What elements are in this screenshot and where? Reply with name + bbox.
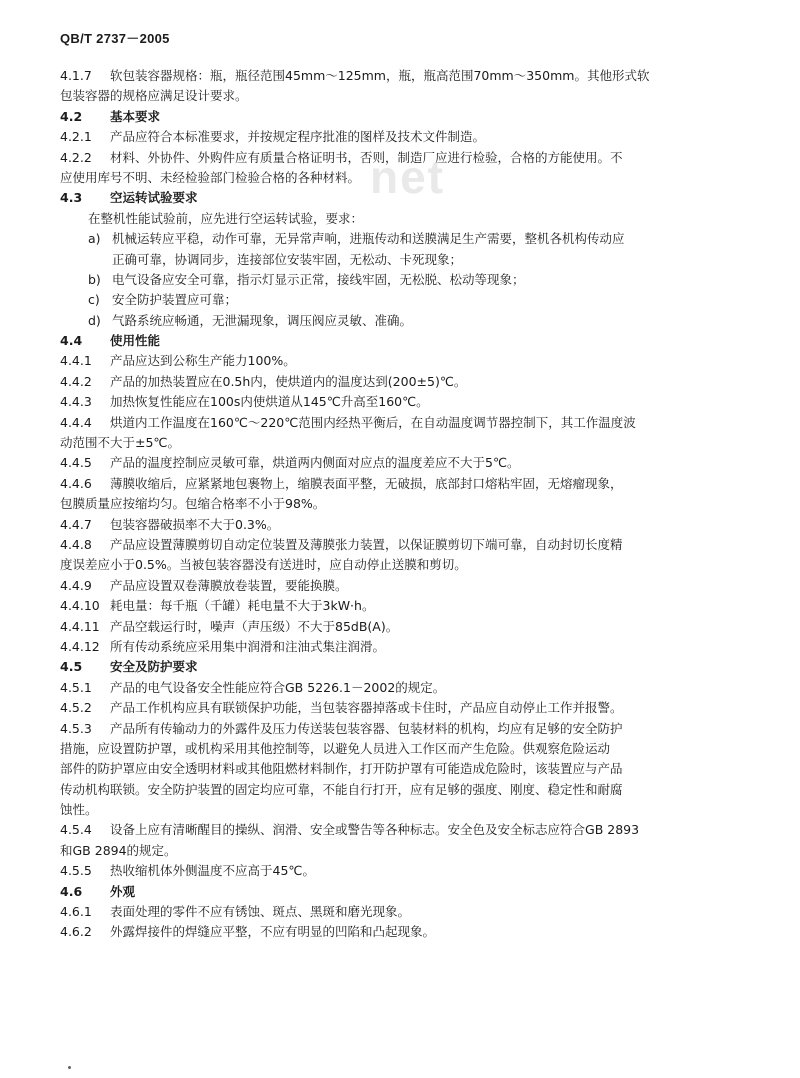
clause-line: 4.4.12 所有传动系统应采用集中润滑和注油式集注润滑。 [60,638,386,654]
section-heading: 4.4 使用性能 [60,333,161,349]
page-mark [68,1066,71,1069]
clause-line: 4.2.2 材料、外协件、外购件应有质量合格证明书，否则，制造厂应进行检验，合格的方能使用。不 [60,149,623,165]
clause-line: 4.5.5 热收缩机体外侧温度不应高于45℃。 [60,863,315,879]
list-item: d) 气路系统应畅通，无泄漏现象，调压阀应灵敏、准确。 [88,312,413,328]
section-heading: 4.5 安全及防护要求 [60,659,198,675]
clause-line: 4.2.1 产品应符合本标准要求，并按规定程序批准的图样及技术文件制造。 [60,129,486,145]
clause-line: 4.4.4 烘道内工作温度在160℃～220℃范围内经热平衡后，在自动温度调节器控制下，其工作温度波 [60,414,636,430]
list-item: c) 安全防护装置应可靠； [88,292,238,308]
clause-continuation: 度误差应小于0.5%。当被包装容器没有送进时，应自动停止送膜和剪切。 [60,557,467,573]
clause-line: 4.5.4 设备上应有清晰醒目的操纵、润滑、安全或警告等各种标志。安全色及安全标志应符合GB 2893 [60,822,640,838]
clause-line: 4.4.3 加热恢复性能应在100s内使烘道从145℃升高至160℃。 [60,394,429,410]
clause-line: 4.6.2 外露焊接件的焊缝应平整，不应有明显的凹陷和凸起现象。 [60,924,436,940]
section-heading: 4.2 基本要求 [60,108,161,124]
clause-line: 4.6.1 表面处理的零件不应有锈蚀、斑点、黑斑和磨光现象。 [60,904,411,920]
clause-line: 4.4.5 产品的温度控制应灵敏可靠，烘道两内侧面对应点的温度差应不大于5℃。 [60,455,520,471]
clause-continuation: 包装容器的规格应满足设计要求。 [60,88,248,104]
clause-line: 4.1.7 软包装容器规格：瓶，瓶径范围45mm～125mm，瓶，瓶高范围70mm～350mm。其他形式软 [60,68,650,83]
document-body [60,66,780,943]
clause-continuation: 包膜质量应按缩均匀。包缩合格率不小于98%。 [60,496,326,512]
clause-continuation: 部件的防护罩应由安全透明材料或其他阻燃材料制作，打开防护罩有可能造成危险时，该装置应与产品 [60,761,623,777]
list-item-continuation: 正确可靠，协调同步，连接部位安装牢固，无松动、卡死现象； [112,251,463,267]
clause-line: 4.4.10 耗电量：每千瓶（千罐）耗电量不大于3kW·h。 [60,598,375,614]
clause-continuation: 传动机构联锁。安全防护装置的固定均应可靠，不能自行打开，应有足够的强度、刚度、稳定性和耐腐 [60,781,623,797]
clause-line: 4.4.8 产品应设置薄膜剪切自动定位装置及薄膜张力装置，以保证膜剪切下端可靠，自动封切长度精 [60,536,623,552]
clause-line: 4.4.11 产品空载运行时，噪声（声压级）不大于85dB(A)。 [60,618,399,634]
clause-line: 4.5.1 产品的电气设备安全性能应符合GB 5226.1－2002的规定。 [60,679,446,695]
clause-continuation: 动范围不大于±5℃。 [60,435,180,451]
section-heading: 4.6 外观 [60,883,136,899]
clause-line: 4.4.9 产品应设置双卷薄膜放卷装置，要能换膜。 [60,577,348,593]
clause-line: 4.5.3 产品所有传输动力的外露件及压力传送装包装容器、包装材料的机构，均应有足够的安全防护 [60,720,623,736]
list-item: a) 机械运转应平稳，动作可靠，无异常声响，进瓶传动和送膜满足生产需要，整机各机构传动应 [88,231,625,247]
watermark: net [370,151,445,203]
clause-line: 4.5.2 产品工作机构应具有联锁保护功能，当包装容器掉落或卡住时，产品应自动停止工作并报警。 [60,700,623,716]
list-item: b) 电气设备应安全可靠，指示灯显示正常，接线牢固，无松脱、松动等现象； [88,271,525,287]
clause-continuation: 措施，应设置防护罩，或机构采用其他控制等，以避免人员进入工作区而产生危险。供观察危险运动 [60,740,611,756]
clause-continuation: 应使用库号不明、未经检验部门检验合格的各种材料。 [60,169,361,185]
clause-line: 4.4.7 包装容器破损率不大于0.3%。 [60,516,280,532]
clause-line: 4.4.1 产品应达到公称生产能力100%。 [60,353,296,369]
section-heading: 4.3 空运转试验要求 [60,190,198,206]
clause-line: 4.4.6 薄膜收缩后，应紧紧地包裹物上，缩膜表面平整，无破损，底部封口熔粘牢固，无熔瘤现象， [60,475,623,491]
clause-continuation: 蚀性。 [60,802,98,818]
paragraph: 在整机性能试验前，应先进行空运转试验，要求： [88,210,364,226]
clause-continuation: 和GB 2894的规定。 [60,842,177,858]
clause-line: 4.4.2 产品的加热装置应在0.5h内，使烘道内的温度达到(200±5)℃。 [60,373,467,389]
standard-code: QB/T 2737－2005 [60,31,170,46]
